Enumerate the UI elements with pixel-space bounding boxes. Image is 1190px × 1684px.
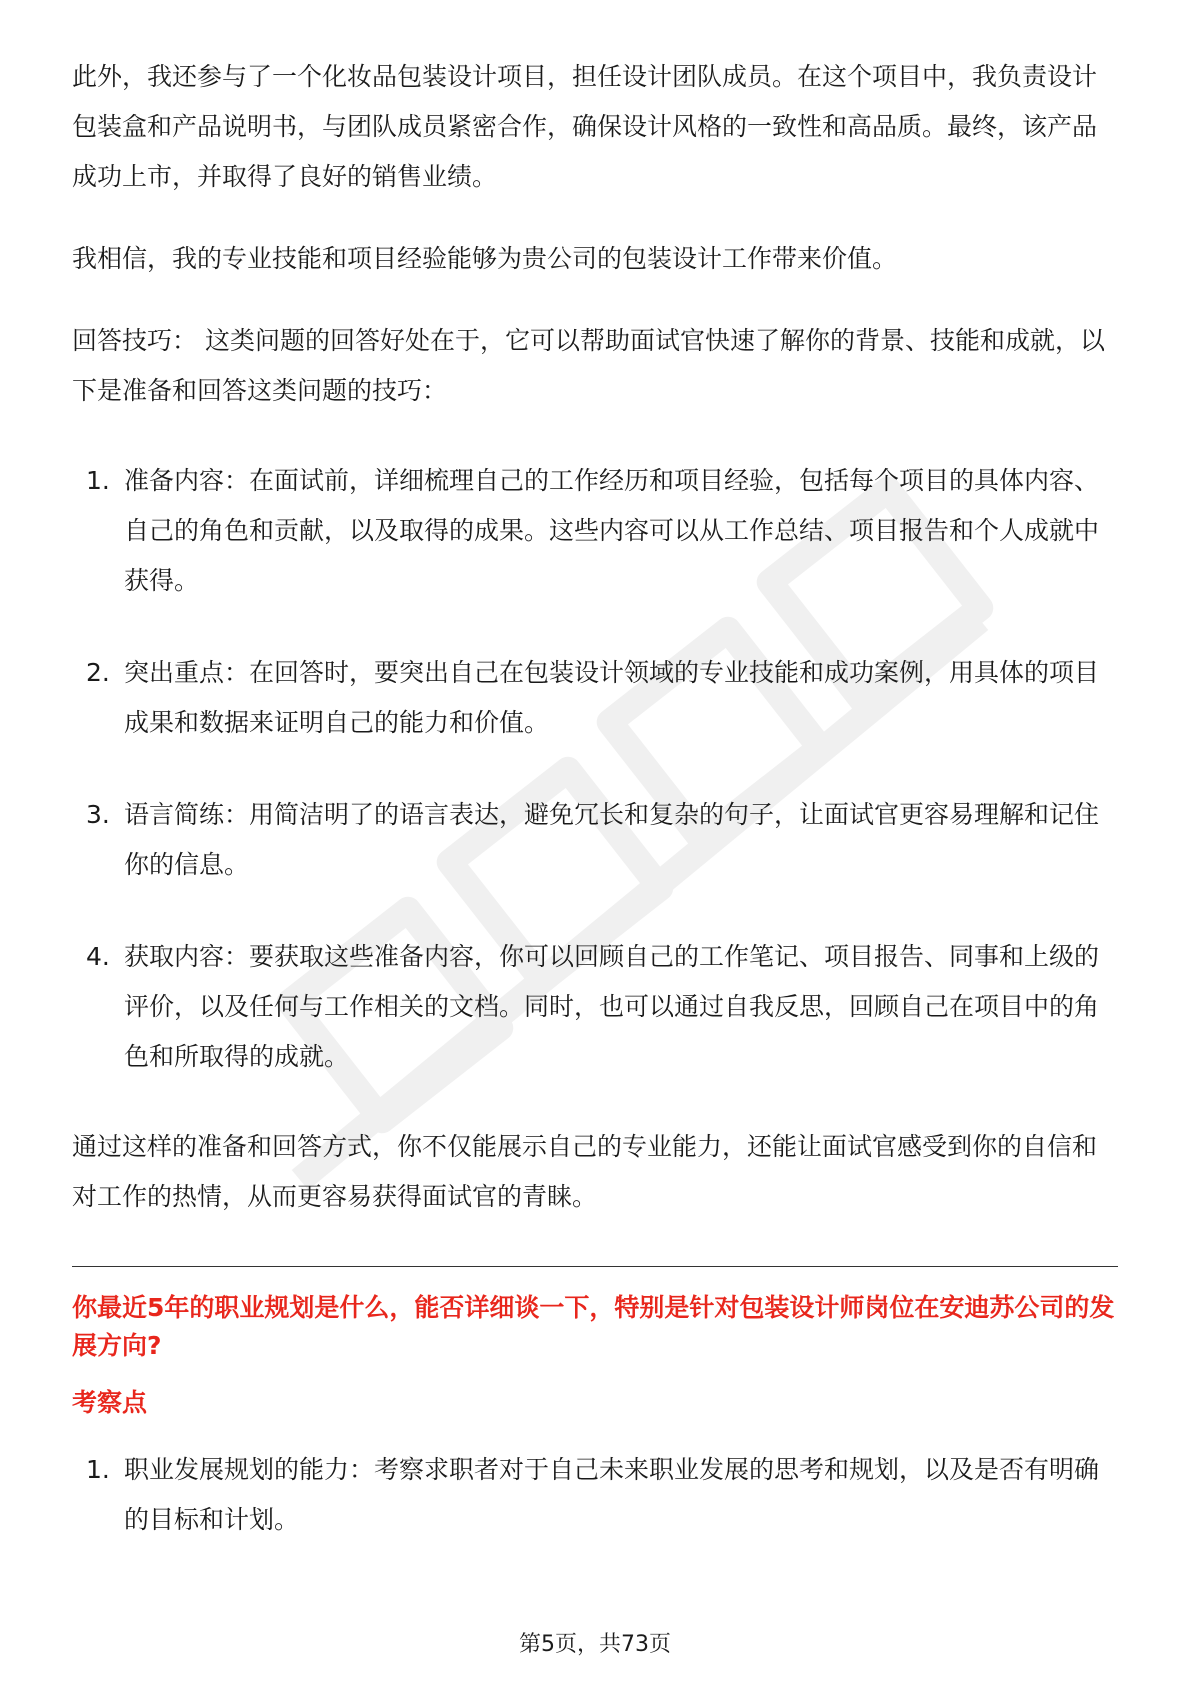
list-item — [72, 932, 1118, 1082]
belief-paragraph: 我相信，我的专业技能和项目经验能够为贵公司的包装设计工作带来价值。 — [72, 244, 898, 273]
list-item — [72, 1445, 1118, 1545]
intro-paragraph: 此外，我还参与了一个化妆品包装设计项目，担任设计团队成员。在这个项目中，我负责设计包装盒和产品说明书，与团队成员紧密合作，确保设计风格的一致性和高品质。最终，该产品成功上市，并取得了良好的销售业绩。 — [72, 62, 1098, 191]
list-item — [72, 456, 1118, 606]
section-divider — [72, 1266, 1118, 1267]
answer-tips-paragraph: 回答技巧： 这类问题的回答好处在于，它可以帮助面试官快速了解你的背景、技能和成就，以下是准备和回答这类问题的技巧： — [72, 326, 1105, 405]
question-title: 你最近5年的职业规划是什么，能否详细谈一下，特别是针对包装设计师岗位在安迪苏公司的发展方向? — [72, 1293, 1115, 1360]
list-number: 3. — [86, 800, 110, 829]
document-body — [72, 52, 1118, 1545]
list-number: 2. — [86, 658, 110, 687]
points-list — [72, 1445, 1118, 1545]
page-footer: 第5页，共73页 — [519, 1632, 671, 1657]
list-item — [72, 790, 1118, 890]
list-item — [72, 648, 1118, 748]
list-item-text: 语言简练：用简洁明了的语言表达，避免冗长和复杂的句子，让面试官更容易理解和记住你的信息。 — [124, 800, 1100, 879]
list-item-text: 职业发展规划的能力：考察求职者对于自己未来职业发展的思考和规划，以及是否有明确的目标和计划。 — [124, 1455, 1100, 1534]
list-item-text: 获取内容：要获取这些准备内容，你可以回顾自己的工作笔记、项目报告、同事和上级的评价，以及任何与工作相关的文档。同时，也可以通过自我反思，回顾自己在项目中的角色和所取得的成就。 — [124, 942, 1100, 1071]
closing-paragraph: 通过这样的准备和回答方式，你不仅能展示自己的专业能力，还能让面试官感受到你的自信和对工作的热情，从而更容易获得面试官的青睐。 — [72, 1132, 1098, 1211]
tips-list — [72, 456, 1118, 1082]
list-number: 4. — [86, 942, 110, 971]
list-number: 1. — [86, 1455, 110, 1484]
list-item-text: 突出重点：在回答时，要突出自己在包装设计领域的专业技能和成功案例，用具体的项目成果和数据来证明自己的能力和价值。 — [124, 658, 1100, 737]
section-heading: 考察点 — [72, 1388, 148, 1417]
list-number: 1. — [86, 466, 110, 495]
list-item-text: 准备内容：在面试前，详细梳理自己的工作经历和项目经验，包括每个项目的具体内容、自己的角色和贡献，以及取得的成果。这些内容可以从工作总结、项目报告和个人成就中获得。 — [124, 466, 1100, 595]
